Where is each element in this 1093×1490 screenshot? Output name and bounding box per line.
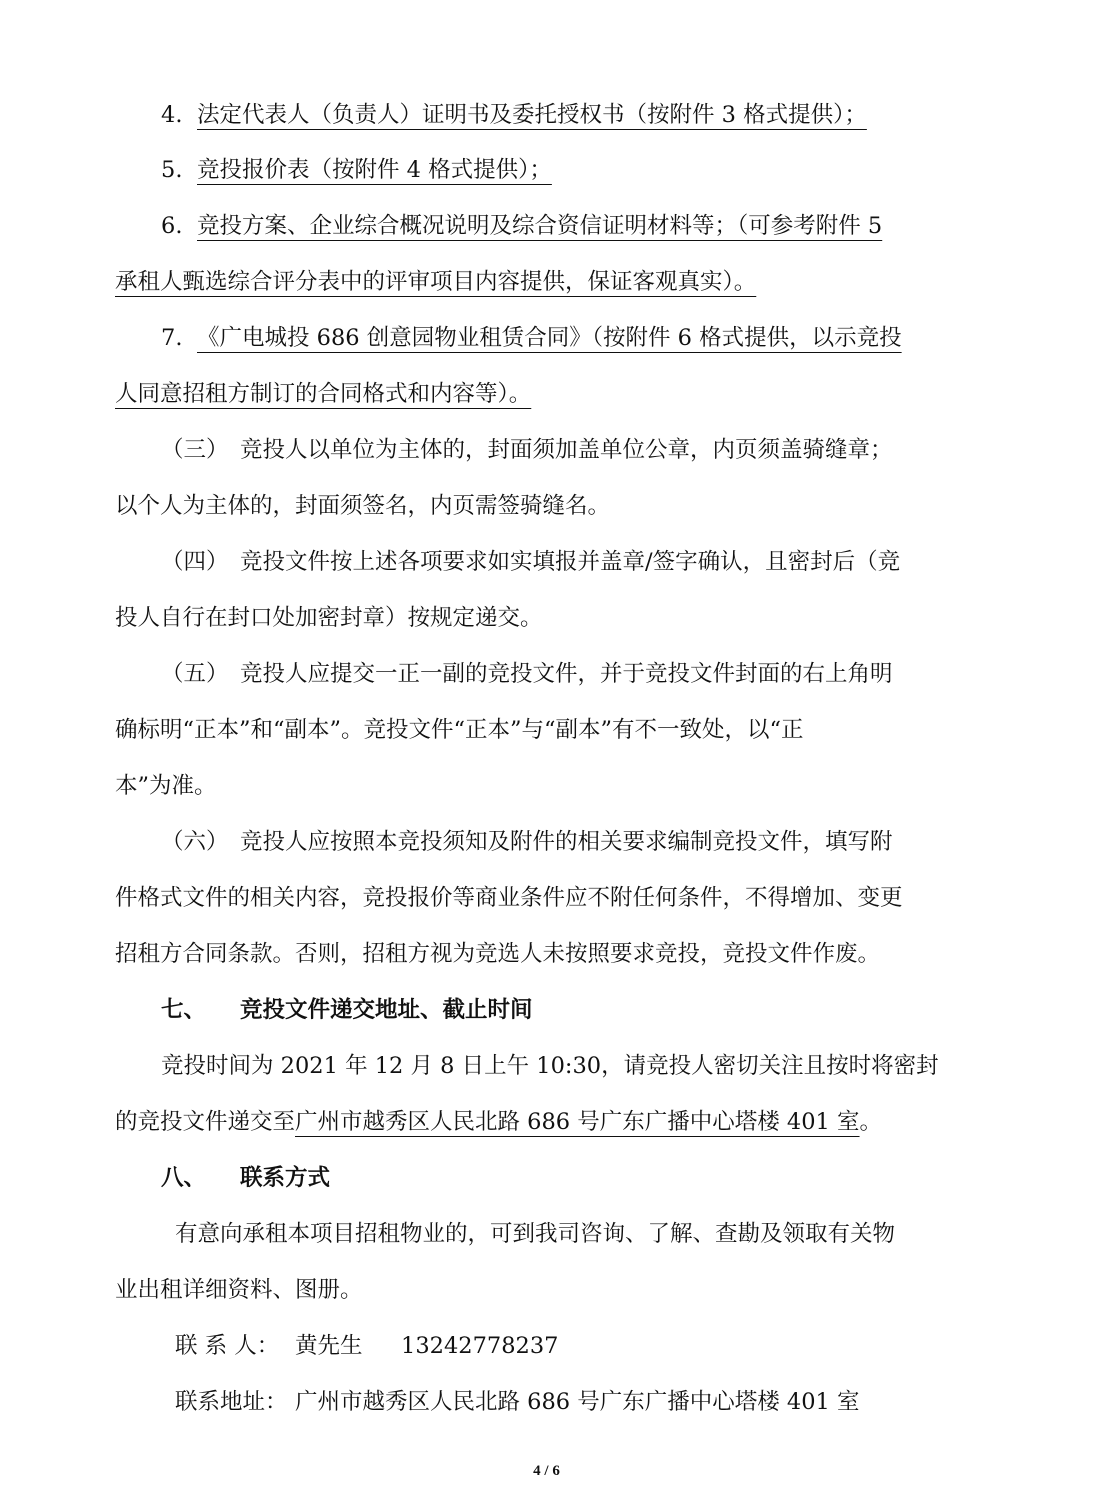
list-item-5 [0,150,1093,190]
list-item-text: 竞投报价表（按附件 4 格式提供）； [197,157,552,183]
paragraph-text: 。 [859,1109,883,1135]
paragraph-text: 竞投人应提交一正一副的竞投文件，并于竞投文件封面的右上角明 [240,661,893,687]
paragraph-text: 招租方合同条款。否则，招租方视为竞选人未按照要求竞投，竞投文件作废。 [115,941,881,967]
list-item-text: 法定代表人（负责人）证明书及委托授权书（按附件 3 格式提供）； [197,102,867,128]
paragraph-5 [0,654,1093,694]
section-8-text-cont [0,1270,1093,1310]
section-7-text [0,1046,1093,1086]
paragraph-text: 有意向承租本项目招租物业的，可到我司咨询、了解、查勘及领取有关物 [175,1221,896,1247]
section-title: 联系方式 [240,1165,331,1191]
list-item-number: 4. [161,102,183,128]
paragraph-5-cont2 [0,766,1093,806]
paragraph-text: 业出租详细资料、图册。 [115,1277,363,1303]
paragraph-text: 以个人为主体的，封面须签名，内页需签骑缝名。 [115,493,611,519]
submission-line [115,1102,882,1142]
paragraph-text: 的竞投文件递交至 [115,1109,296,1135]
contact-label: 联 系 人： [175,1333,280,1359]
paragraph-label: （五） [161,661,229,687]
address-label: 联系地址： [175,1389,288,1415]
contact-name: 黄先生 [295,1333,363,1359]
section-title: 竞投文件递交地址、截止时间 [240,997,533,1023]
paragraph-label: （六） [161,829,229,855]
paragraph-3-cont [0,486,1093,526]
section-number: 七、 [161,997,207,1023]
paragraph-text: 件格式文件的相关内容，竞投报价等商业条件应不附任何条件，不得增加、变更 [115,885,903,911]
list-item-number: 7. [161,325,183,351]
paragraph-text: 竞投人以单位为主体的，封面须加盖单位公章，内页须盖骑缝章； [240,437,893,463]
list-item-number: 6. [161,213,183,239]
list-item-text: 《广电城投 686 创意园物业租赁合同》（按附件 6 格式提供，以示竞投 [197,325,902,351]
contact-address-row [0,1382,1093,1422]
paragraph-text: 确标明“正本”和“副本”。竞投文件“正本”与“副本”有不一致处，以“正 [115,717,804,743]
paragraph-4-cont [0,598,1093,638]
section-number: 八、 [161,1165,207,1191]
paragraph-text: 竞投人应按照本竞投须知及附件的相关要求编制竞投文件，填写附 [240,829,893,855]
list-item-text: 人同意招租方制订的合同格式和内容等）。 [115,381,532,407]
paragraph-6-cont2 [0,934,1093,974]
list-item-6 [0,206,1093,246]
list-item-6-cont [0,262,1093,302]
contact-person-row [0,1326,1093,1366]
list-item-7-cont [0,374,1093,414]
contact-phone: 13242778237 [401,1333,559,1359]
submission-address: 广州市越秀区人民北路 686 号广东广播中心塔楼 401 室 [295,1109,860,1135]
paragraph-4 [0,542,1093,582]
list-item-4 [0,95,1093,135]
section-7-text-cont [0,1102,1093,1142]
paragraph-text: 本”为准。 [115,773,217,799]
list-item-text: 承租人甄选综合评分表中的评审项目内容提供，保证客观真实）。 [115,269,757,295]
paragraph-text: 投人自行在封口处加密封章）按规定递交。 [115,605,543,631]
list-item-number: 5. [161,157,183,183]
paragraph-label: （四） [161,549,229,575]
paragraph-6-cont [0,878,1093,918]
paragraph-5-cont [0,710,1093,750]
list-item-7 [0,318,1093,358]
paragraph-3 [0,430,1093,470]
contact-address: 广州市越秀区人民北路 686 号广东广播中心塔楼 401 室 [295,1389,860,1415]
section-8-text [0,1214,1093,1254]
list-item-text: 竞投方案、企业综合概况说明及综合资信证明材料等；（可参考附件 5 [197,213,883,239]
page-number: 4 / 6 [533,1463,560,1479]
paragraph-6 [0,822,1093,862]
paragraph-text: 竞投文件按上述各项要求如实填报并盖章/签字确认，且密封后（竞 [240,549,901,575]
paragraph-label: （三） [161,437,229,463]
section-8-heading [0,1158,1093,1198]
paragraph-text: 竞投时间为 2021 年 12 月 8 日上午 10:30，请竞投人密切关注且按时将密封 [161,1053,939,1079]
section-7-heading [0,990,1093,1030]
